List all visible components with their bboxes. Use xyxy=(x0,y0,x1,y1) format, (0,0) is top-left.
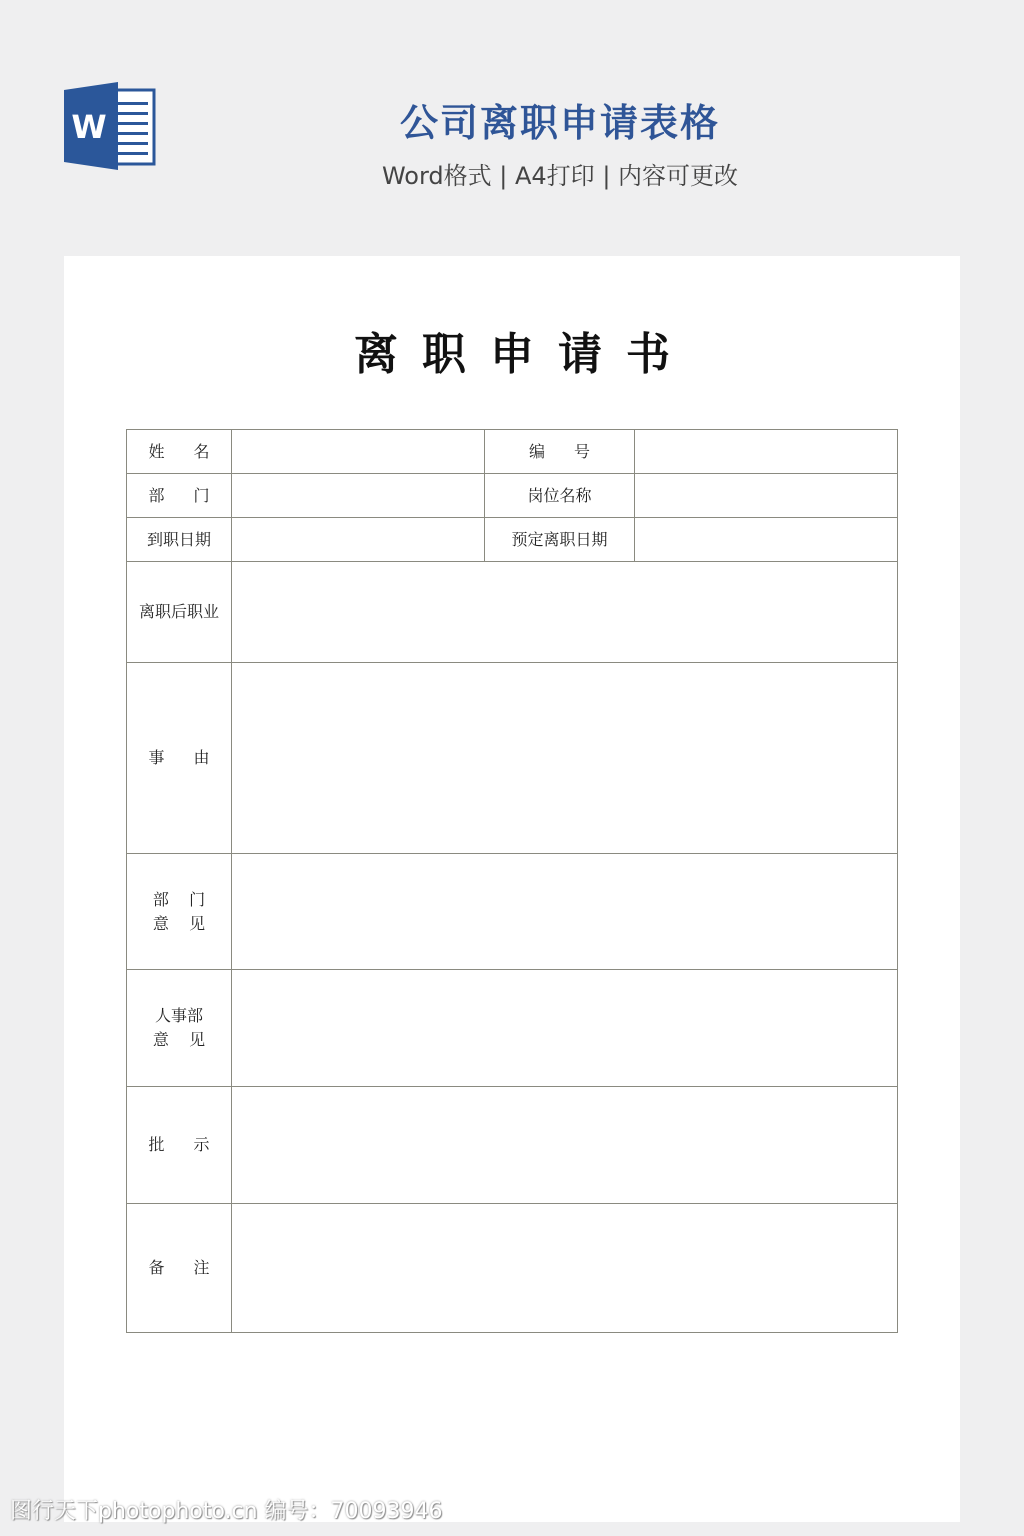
post-leave-career-field[interactable] xyxy=(232,562,898,663)
planned-leave-date-field[interactable] xyxy=(635,518,898,562)
label-approval: 批 示 xyxy=(127,1087,232,1204)
label-hr-opinion-line2: 意 见 xyxy=(152,1030,206,1049)
header-title: 公司离职申请表格 xyxy=(399,101,720,145)
remarks-field[interactable] xyxy=(232,1204,898,1333)
label-dept-opinion xyxy=(127,854,232,970)
label-dept-opinion-line2: 意 见 xyxy=(152,913,206,933)
label-dept-opinion-line1: 部 门 xyxy=(152,889,206,909)
position-field[interactable] xyxy=(635,474,898,518)
document-title: 离职申请书 xyxy=(354,329,694,380)
dept-opinion-field[interactable] xyxy=(232,854,898,970)
header-subtitle: Word格式 | A4打印 | 内容可更改 xyxy=(381,162,739,190)
label-start-date: 到职日期 xyxy=(127,518,232,562)
svg-text:W: W xyxy=(71,108,107,146)
label-name: 姓 名 xyxy=(127,430,232,474)
name-field[interactable] xyxy=(232,430,485,474)
word-icon xyxy=(64,82,156,170)
label-reason: 事 由 xyxy=(127,663,232,854)
label-number: 编 号 xyxy=(485,430,635,474)
number-field[interactable] xyxy=(635,430,898,474)
label-remarks: 备 注 xyxy=(127,1204,232,1333)
label-position: 岗位名称 xyxy=(485,474,635,518)
watermark-text: 图行天下photophoto.cn 编号：70093946 xyxy=(10,1499,443,1524)
label-planned-leave-date: 预定离职日期 xyxy=(485,518,635,562)
label-post-leave-career: 离职后职业 xyxy=(127,562,232,663)
label-department: 部 门 xyxy=(127,474,232,518)
resignation-form-table xyxy=(126,429,898,1333)
hr-opinion-field[interactable] xyxy=(232,970,898,1087)
start-date-field[interactable] xyxy=(232,518,485,562)
reason-field[interactable] xyxy=(232,663,898,854)
approval-field[interactable] xyxy=(232,1087,898,1204)
label-hr-opinion-line1: 人事部 xyxy=(154,1006,203,1025)
department-field[interactable] xyxy=(232,474,485,518)
label-hr-opinion xyxy=(127,970,232,1087)
